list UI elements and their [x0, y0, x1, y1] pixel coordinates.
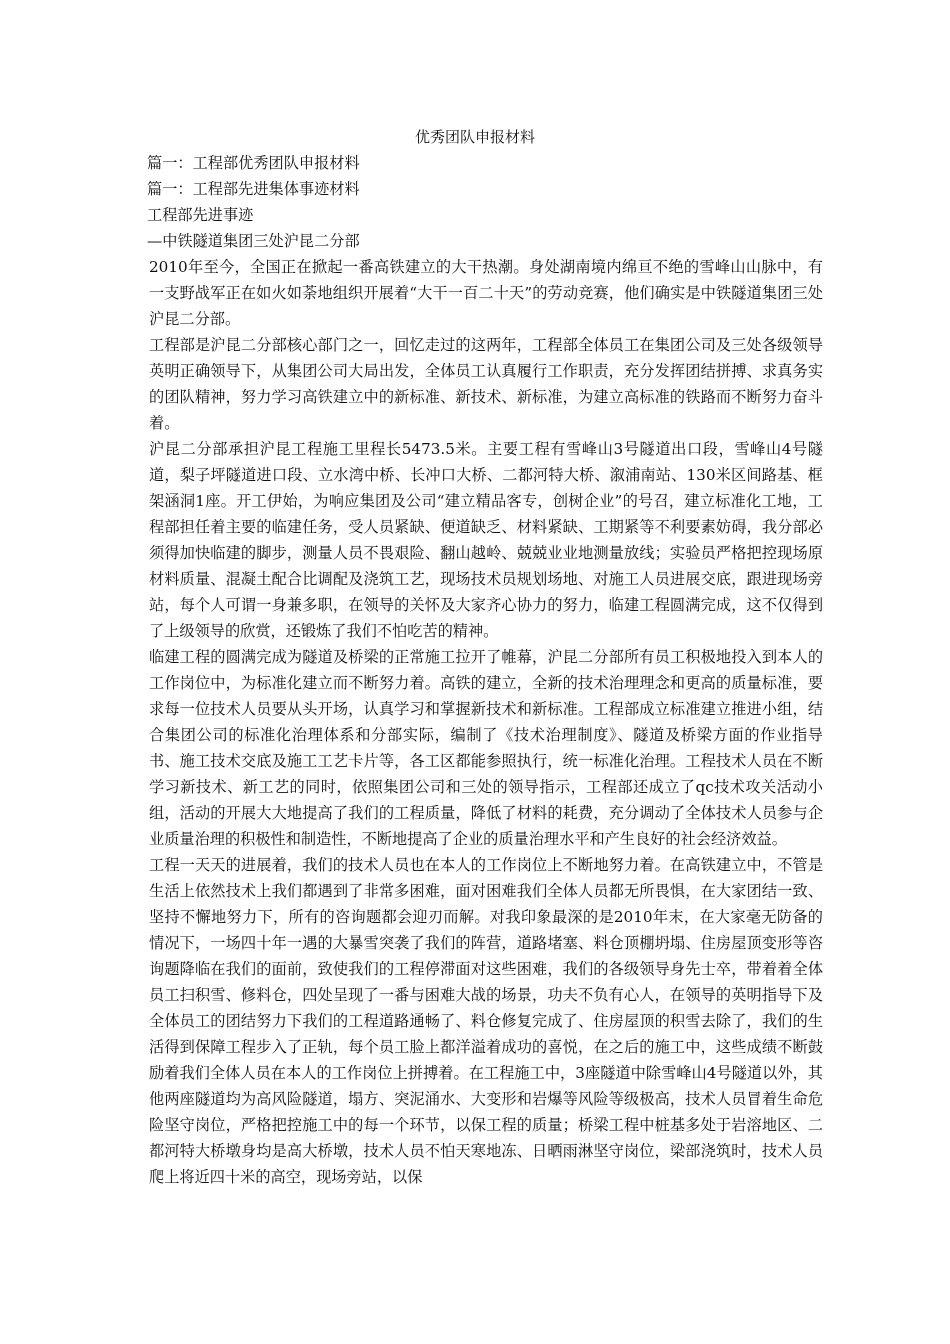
section-subheading: —中铁隧道集团三处沪昆二分部: [147, 232, 360, 250]
body-paragraph: 2010年至今，全国正在掀起一番高铁建立的大干热潮。身处湖南境内绵亘不绝的雪峰山山脉中，有一支野战军正在如火如荼地组织开展着“大干一百二十天”的劳动竞赛，他们确实是中铁隧道集团三处沪昆二分部。: [149, 258, 823, 328]
body-paragraph: 工程一天天的进展着，我们的技术人员也在本人的工作岗位上不断地努力着。在高铁建立中，不管是生活上依然技术上我们都遇到了非常多困难，面对困难我们全体人员都无所畏惧，在大家团结一致、坚持不懈地努力下，所有的咨询题都会迎刃而解。对我印象最深的是2010年末，在大家毫无防备的情况下，一场四十年一遇的大暴雪突袭了我们的阵营，道路堵塞、料仓顶棚坍塌、住房屋顶变形等咨询题降临在我们的面前，致使我们的工程停滞面对这些困难，我们的各级领导身先士卒，带着着全体员工扫积雪、修料仓，四处呈现了一番与困难大战的场景，功夫不负有心人，在领导的英明指导下及全体员工的团结努力下我们的工程道路通畅了、料仓修复完成了、住房屋顶的积雪去除了，我们的生活得到保障工程步入了正轨，每个员工脸上都洋溢着成功的喜悦，在之后的施工中，这些成绩不断鼓励着我们全体人员在本人的工作岗位上拼搏着。在工程施工中，3座隧道中除雪峰山4号隧道以外，其他两座隧道均为高风险隧道，塌方、突泥涌水、大变形和岩爆等风险等级极高，技术人员冒着生命危险坚守岗位，严格把控施工中的每一个环节，以保工程的质量；桥梁工程中桩基多处于岩溶地区、二都河特大桥墩身均是高大桥墩，技术人员不怕天寒地冻、日晒雨淋坚守岗位，梁部浇筑时，技术人员爬上将近四十米的高空，现场旁站，以保: [149, 856, 823, 1186]
section-heading: 工程部先进事迹: [147, 206, 254, 224]
body-paragraph: 临建工程的圆满完成为隧道及桥梁的正常施工拉开了帷幕，沪昆二分部所有员工积极地投入到本人的工作岗位中，为标准化建立而不断努力着。高铁的建立，全新的技术治理理念和更高的质量标准，要求每一位技术人员要从头开场，认真学习和掌握新技术和新标准。工程部成立标准建立推进小组，结合集团公司的标准化治理体系和分部实际，编制了《技术治理制度》、隧道及桥梁方面的作业指导书、施工技术交底及施工工艺卡片等，各工区都能参照执行，统一标准化治理。工程技术人员在不断学习新技术、新工艺的同时，依照集团公司和三处的领导指示，工程部还成立了qc技术攻关活动小组，活动的开展大大地提高了我们的工程质量，降低了材料的耗费，充分调动了全体技术人员参与企业质量治理的积极性和制造性，不断地提高了企业的质量治理水平和产生良好的社会经济效益。: [149, 648, 823, 848]
body-paragraph: 沪昆二分部承担沪昆工程施工里程长5473.5米。主要工程有雪峰山3号隧道出口段，雪峰山4号隧道，梨子坪隧道进口段、立水湾中桥、长冲口大桥、二都河特大桥、溆浦南站、130米区间路基、框架涵洞1座。开工伊始，为响应集团及公司“建立精品客专，创树企业”的号召，建立标准化工地，工程部担任着主要的临建任务，受人员紧缺、便道缺乏、材料紧缺、工期紧等不利要素妨碍，我分部必须得加快临建的脚步，测量人员不畏艰险、翻山越岭、兢兢业业地测量放线；实验员严格把控现场原材料质量、混凝土配合比调配及浇筑工艺，现场技术员规划场地、对施工人员进展交底，跟进现场旁站，每个人可谓一身兼多职，在领导的关怀及大家齐心协力的努力，临建工程圆满完成，这不仅得到了上级领导的欣赏，还锻炼了我们不怕吃苦的精神。: [149, 440, 823, 640]
document-title: 优秀团队申报材料: [414, 128, 535, 146]
section-heading: 篇一：工程部优秀团队申报材料: [147, 154, 360, 172]
section-heading: 篇一：工程部先进集体事迹材料: [147, 180, 360, 198]
body-paragraph: 工程部是沪昆二分部核心部门之一，回忆走过的这两年，工程部全体员工在集团公司及三处各级领导英明正确领导下，从集团公司大局出发，全体员工认真履行工作职责，充分发挥团结拼搏、求真务实的团队精神，努力学习高铁建立中的新标准、新技术、新标准，为建立高标准的铁路而不断努力奋斗着。: [149, 336, 823, 432]
document-body: [143, 150, 823, 1190]
